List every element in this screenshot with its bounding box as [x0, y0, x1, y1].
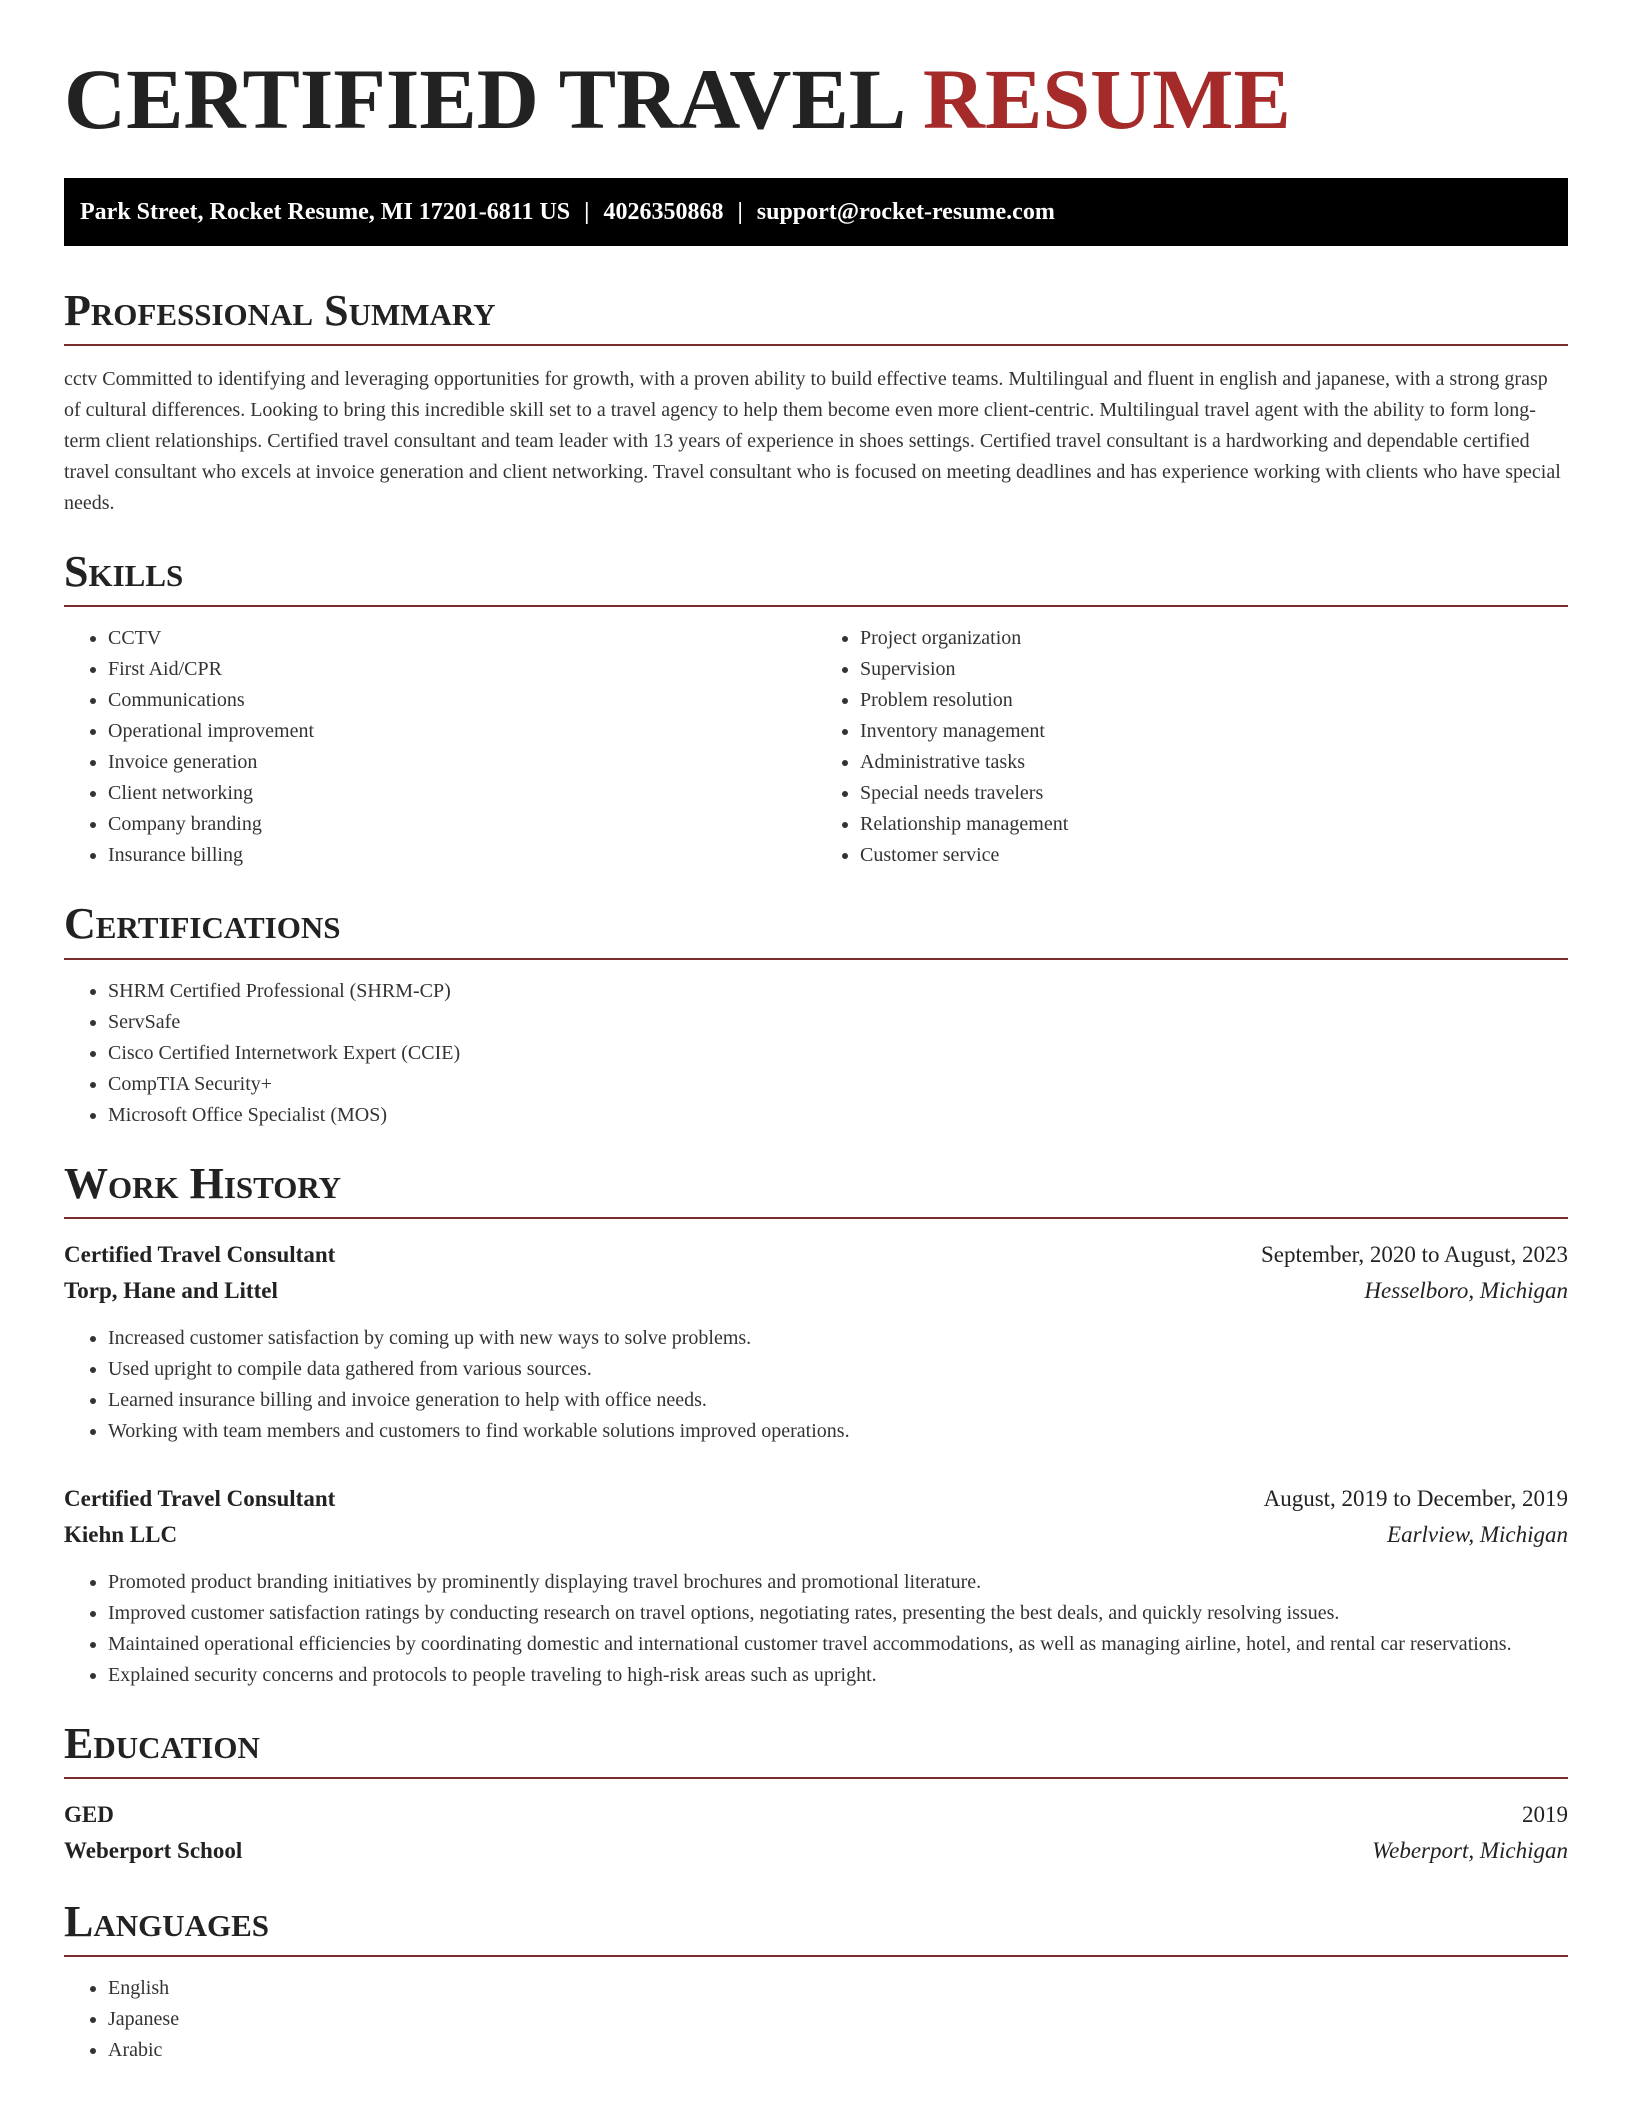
skill-item: • Inventory management: [860, 716, 1568, 747]
job-dates: September, 2020 to August, 2023: [1260, 1241, 1568, 1267]
job-location: Earlview, Michigan: [1387, 1521, 1568, 1547]
skills-section: [64, 549, 1568, 871]
certification-item: • Cisco Certified Internetwork Expert (CCIE): [108, 1038, 1568, 1069]
education-degree: GED: [64, 1801, 114, 1827]
education-section: [64, 1718, 1568, 1869]
summary-section: [64, 288, 1568, 519]
job-company-row: [64, 1273, 1568, 1309]
language-item: • English: [108, 1973, 1568, 2004]
skill-item: • Project organization: [860, 623, 1568, 654]
skill-item: • Supervision: [860, 654, 1568, 685]
job-company-row: [64, 1517, 1568, 1553]
skill-item: • Relationship management: [860, 809, 1568, 840]
skill-item: • Client networking: [108, 778, 816, 809]
education-degree-row: [64, 1797, 1568, 1833]
contact-bar: [64, 178, 1568, 246]
skill-item: • First Aid/CPR: [108, 654, 816, 685]
certifications-title: Certifications: [64, 901, 1568, 959]
skill-item: • Operational improvement: [108, 716, 816, 747]
skill-item: • Special needs travelers: [860, 778, 1568, 809]
certification-item: • ServSafe: [108, 1007, 1568, 1038]
job-title: Certified Travel Consultant: [64, 1241, 336, 1267]
work-history-section: [64, 1158, 1568, 1691]
skill-item: • Administrative tasks: [860, 747, 1568, 778]
education-title: Education: [64, 1721, 1568, 1779]
education-location: Weberport, Michigan: [1372, 1837, 1568, 1863]
education-school: Weberport School: [64, 1837, 243, 1863]
work-history-title: Work History: [64, 1161, 1568, 1219]
certification-item: • CompTIA Security+: [108, 1069, 1568, 1100]
skills-list-right: [816, 623, 1568, 871]
skill-item: • Insurance billing: [108, 840, 816, 871]
summary-title: Professional Summary: [64, 288, 1568, 346]
language-item: • Arabic: [108, 2035, 1568, 2066]
job-bullet: • Explained security concerns and protocols to people traveling to high-risk areas such as upright.: [108, 1660, 1568, 1691]
job-location: Hesselboro, Michigan: [1364, 1277, 1568, 1303]
skill-item: • Invoice generation: [108, 747, 816, 778]
job-bullet: • Increased customer satisfaction by coming up with new ways to solve problems.: [108, 1323, 1568, 1354]
skill-item: • Customer service: [860, 840, 1568, 871]
contact-separator: |: [584, 198, 590, 225]
job-header-row: [64, 1237, 1568, 1273]
skills-list-left: [64, 623, 816, 871]
job-bullet: • Promoted product branding initiatives by prominently displaying travel brochures and promotional literature.: [108, 1567, 1568, 1598]
education-entry: [64, 1797, 1568, 1869]
certification-item: • SHRM Certified Professional (SHRM-CP): [108, 976, 1568, 1007]
contact-separator: |: [737, 198, 743, 225]
job-bullets: [64, 1567, 1568, 1691]
job-bullet: • Maintained operational efficiencies by coordinating domestic and international customer travel accommodations, as well as managing airline, hotel, and rental car reservations.: [108, 1629, 1568, 1660]
job-entry: [64, 1237, 1568, 1447]
job-header-row: [64, 1481, 1568, 1517]
contact-email: support@rocket-resume.com: [756, 198, 1055, 225]
job-entry: [64, 1481, 1568, 1691]
education-school-row: [64, 1833, 1568, 1869]
job-title: Certified Travel Consultant: [64, 1485, 336, 1511]
job-bullet: • Used upright to compile data gathered from various sources.: [108, 1354, 1568, 1385]
job-bullet: • Learned insurance billing and invoice generation to help with office needs.: [108, 1385, 1568, 1416]
job-bullet: • Working with team members and customers to find workable solutions improved operations.: [108, 1416, 1568, 1447]
summary-text: cctv Committed to identifying and leveraging opportunities for growth, with a proven ability to build effective teams. Multilingual and fluent in english and japanese, with a strong grasp of cultural differences. Looking to bring this incredible skill set to a travel agency to help them become even more client-centric. Multilingual travel agent with the ability to form long-term client relationships. Certified travel consultant and team leader with 13 years of experience in shoes settings. Certified travel consultant is a hardworking and dependable certified travel consultant who excels at invoice generation and client networking. Travel consultant who is focused on meeting deadlines and has experience working with clients who have special needs.: [64, 368, 1561, 515]
certifications-section: [64, 901, 1568, 1130]
name-first: CERTIFIED TRAVEL: [64, 51, 902, 147]
job-company: Torp, Hane and Littel: [64, 1277, 278, 1303]
languages-section: [64, 1896, 1568, 2066]
languages-list: [64, 1973, 1568, 2066]
skill-item: • Problem resolution: [860, 685, 1568, 716]
job-bullet: • Improved customer satisfaction ratings by conducting research on travel options, negotiating rates, presenting the best deals, and quickly resolving issues.: [108, 1598, 1568, 1629]
job-dates: August, 2019 to December, 2019: [1263, 1485, 1568, 1511]
skill-item: • Communications: [108, 685, 816, 716]
certification-item: • Microsoft Office Specialist (MOS): [108, 1100, 1568, 1131]
contact-phone: 4026350868: [603, 198, 724, 225]
skills-grid: [64, 607, 1568, 871]
languages-title: Languages: [64, 1899, 1568, 1957]
resume-name: [64, 51, 1568, 147]
job-bullets: [64, 1323, 1568, 1447]
contact-address: Park Street, Rocket Resume, MI 17201-6811 US: [80, 198, 571, 225]
name-last: RESUME: [922, 51, 1291, 147]
skill-item: • CCTV: [108, 623, 816, 654]
job-company: Kiehn LLC: [64, 1521, 178, 1547]
education-year: 2019: [1522, 1801, 1568, 1827]
certifications-list: [64, 976, 1568, 1131]
skill-item: • Company branding: [108, 809, 816, 840]
language-item: • Japanese: [108, 2004, 1568, 2035]
skills-title: Skills: [64, 549, 1568, 607]
